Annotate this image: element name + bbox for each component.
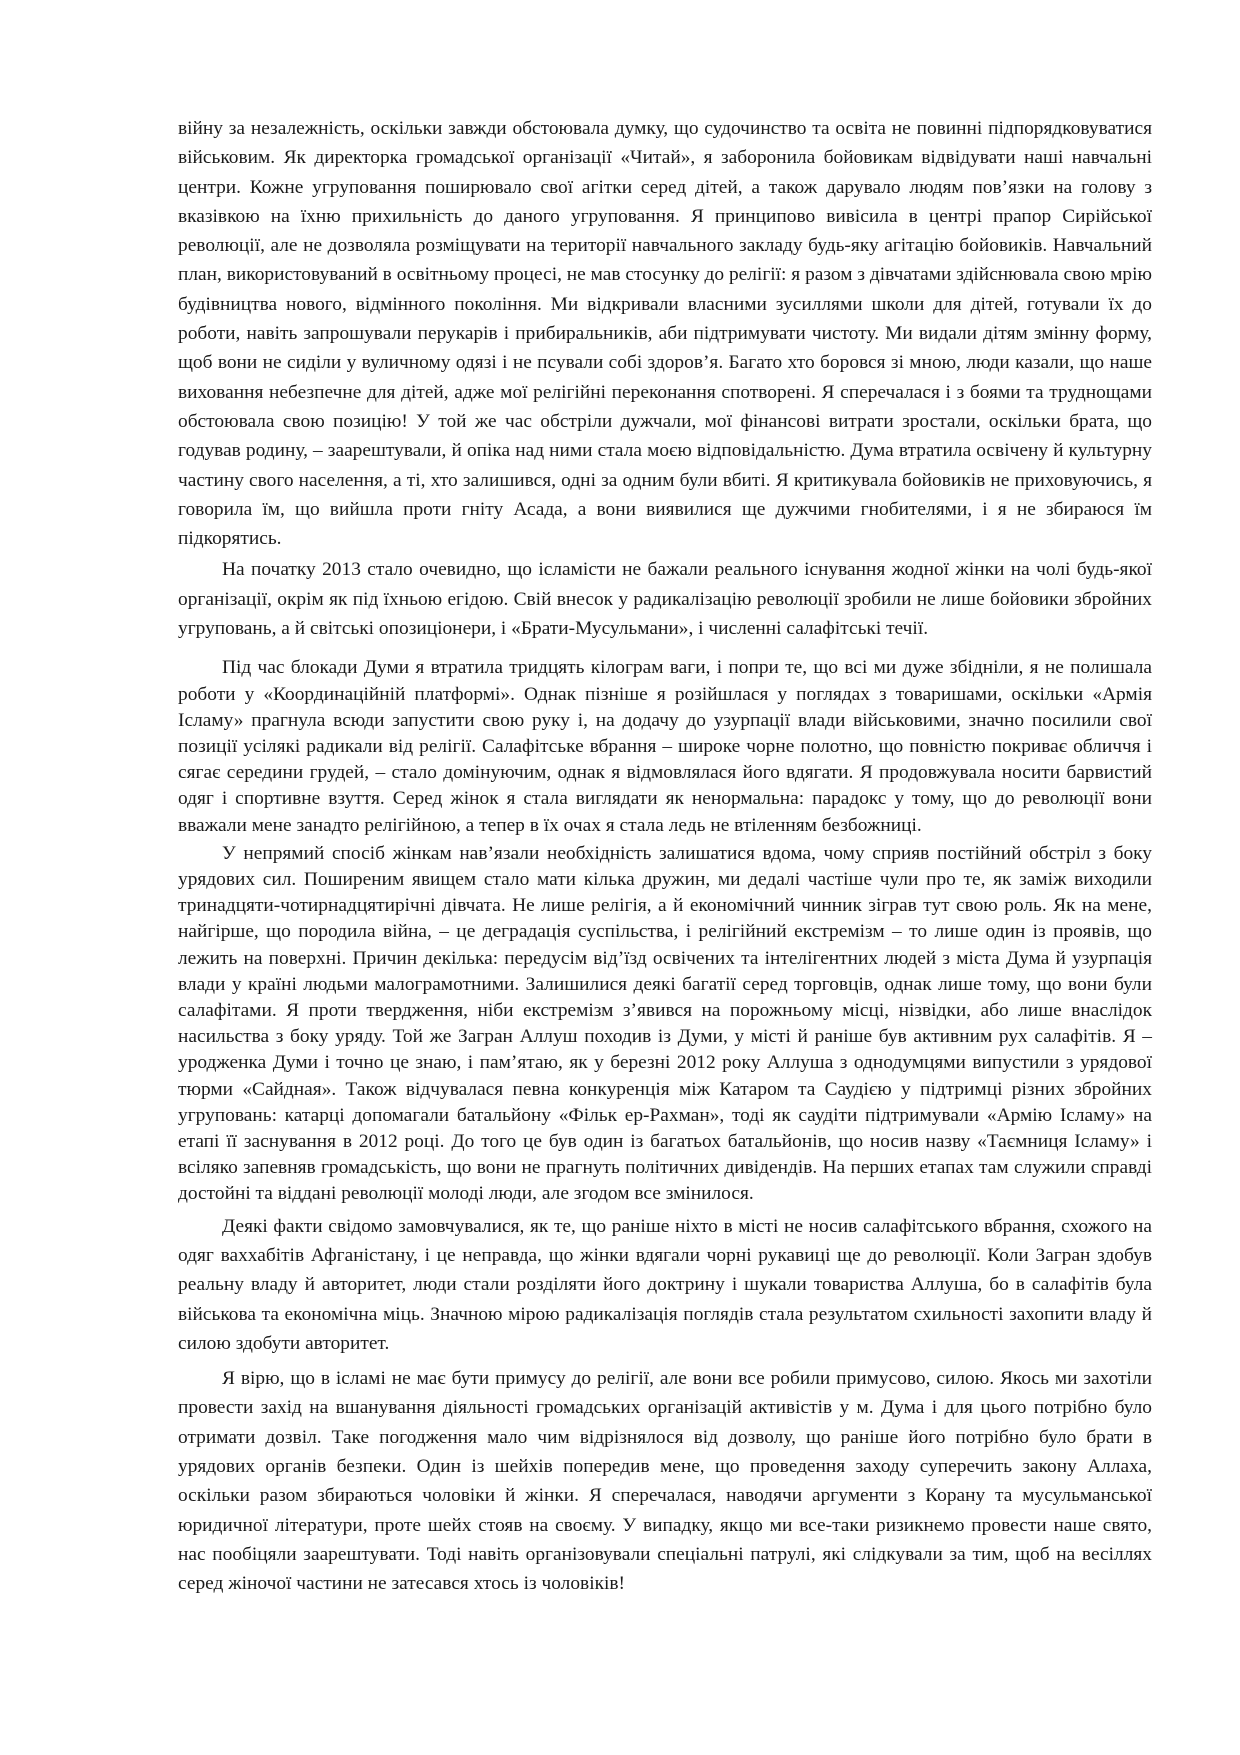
paragraph-5: Деякі факти свідомо замовчувалися, як те, що раніше ніхто в місті не носив салафітського вбрання, схожого на одяг ваххабітів Афганістану, і це неправда, що жінки вдягали чорні рукавиці ще до революції. Коли Загран здобув реальну владу й авторитет, люди стали розділяти його доктрину і шукали товариства Аллуша, бо в салафітів була військова та економічна міць. Значною мірою радикалізація поглядів стала результатом схильності захопити владу й силою здобути авторитет. <box>178 1215 1152 1354</box>
paragraph-3: Під час блокади Думи я втратила тридцять кілограм ваги, і попри те, що всі ми дуже збідніли, я не полишала роботи у «Координаційній платформі». Однак пізніше я розійшлася у поглядах з товаришами, оскільки «Армія Ісламу» прагнула всюди запустити свою руку і, на додачу до узурпації влади військовими, значно посилили свої позиції усілякі радикали від релігії. Салафітське вбрання – широке чорне полотно, що повністю покриває обличчя і сягає середини грудей, – стало домінуючим, однак я відмовлялася його вдягати. Я продовжувала носити барвистий одяг і спортивне взуття. Серед жінок я стала виглядати як ненормальна: парадокс у тому, що до революції вони вважали мене занадто релігійною, а тепер в їх очах я стала ледь не втіленням безбожниці. <box>178 657 1152 836</box>
paragraph-6: Я вірю, що в ісламі не має бути примусу до релігії, але вони все робили примусово, силою. Якось ми захотіли провести захід на вшанування діяльності громадських організацій активістів у м. Дума і для цього потрібно було отримати дозвіл. Таке погодження мало чим відрізнялося від дозволу, що раніше його потрібно було брати в урядових органів безпеки. Один із шейхів попередив мене, що проведення заходу суперечить закону Аллаха, оскільки разом збираються чоловіки й жінки. Я сперечалася, наводячи аргументи з Корану та мусульманської юридичної літератури, проте шейх стояв на своєму. У випадку, якщо ми все-таки ризикнемо провести наше свято, нас пообіцяли заарештувати. Тоді навіть організовували спеціальні патрулі, які слідкували за тим, щоб на весіллях серед жіночої частини не затесався хтось із чоловіків! <box>178 1368 1152 1595</box>
paragraph-2: На початку 2013 стало очевидно, що ісламісти не бажали реального існування жодної жінки на чолі будь-якої організації, окрім як під їхньою егідою. Свій внесок у радикалізацію революції зробили не лише бойовики збройних угруповань, а й світські опозиціонери, і «Брати-Мусульмани», і численні салафітські течії. <box>178 559 1152 640</box>
paragraph-1: війну за незалежність, оскільки завжди обстоювала думку, що судочинство та освіта не повинні підпорядковуватися військовим. Як директорка громадської організації «Читай», я заборонила бойовикам відвідувати наші навчальні центри. Кожне угруповання поширювало свої агітки серед дітей, а також дарувало людям пов’язки на голову з вказівкою на їхню прихильність до даного угруповання. Я принципово вивісила в центрі прапор Сирійської революції, але не дозволяла розміщувати на території навчального закладу будь-яку агітацію бойовиків. Навчальний план, використовуваний в освітньому процесі, не мав стосунку до релігії: я разом з дівчатами здійснювала свою мрію будівництва нового, відмінного покоління. Ми відкривали власними зусиллями школи для дітей, готували їх до роботи, навіть запрошували перукарів і прибиральників, аби підтримувати чистоту. Ми видали дітям змінну форму, щоб вони не сиділи у вуличному одязі і не псували собі здоров’я. Багато хто боровся зі мною, люди казали, що наше виховання небезпечне для дітей, адже мої релігійні переконання спотворені. Я сперечалася і з боями та труднощами обстоювала свою позицію! У той же час обстріли дужчали, мої фінансові витрати зростали, оскільки брата, що годував родину, – заарештували, й опіка над ними стала моєю відповідальністю. Дума втратила освічену й культурну частину свого населення, а ті, хто залишився, одні за одним були вбиті. Я критикувала бойовиків не приховуючись, я говорила їм, що вийшла проти гніту Асада, а вони виявилися ще дужчими гнобителями, і я не збираюся їм підкорятись. <box>178 118 1152 550</box>
document-page <box>178 114 1152 1598</box>
paragraph-4: У непрямий спосіб жінкам нав’язали необхідність залишатися вдома, чому сприяв постійний обстріл з боку урядових сил. Поширеним явищем стало мати кілька дружин, ми дедалі частіше чули про те, як заміж виходили тринадцяти-чотирнадцятирічні дівчата. Не лише релігія, а й економічний чинник зіграв тут свою роль. Як на мене, найгірше, що породила війна, – це деградація суспільства, і релігійний екстремізм – то лише один із проявів, що лежить на поверхні. Причин декілька: передусім від’їзд освічених та інтелігентних людей з міста Дума й узурпація влади у країні людьми малограмотними. Залишилися деякі багатії серед торговців, однак лише тому, що вони були салафітами. Я проти твердження, ніби екстремізм з’явився на порожньому місці, нізвідки, або лише внаслідок насильства з боку уряду. Той же Загран Аллуш походив із Думи, у місті й раніше був активним рух салафітів. Я – уродженка Думи і точно це знаю, і пам’ятаю, як у березні 2012 року Аллуша з однодумцями випустили з урядової тюрми «Сайдная». Також відчувалася певна конкуренція між Катаром та Саудією у підтримці різних збройних угруповань: катарці допомагали батальйону «Фільк ер-Рахман», тоді як саудіти підтримували «Армію Ісламу» на етапі її заснування в 2012 році. До того це був один із багатьох батальйонів, що носив назву «Таємниця Ісламу» і всіляко запевняв громадськість, що вони не прагнуть політичних дивідендів. На перших етапах там служили справді достойні та віддані революції молоді люди, але згодом все змінилося. <box>178 842 1152 1205</box>
